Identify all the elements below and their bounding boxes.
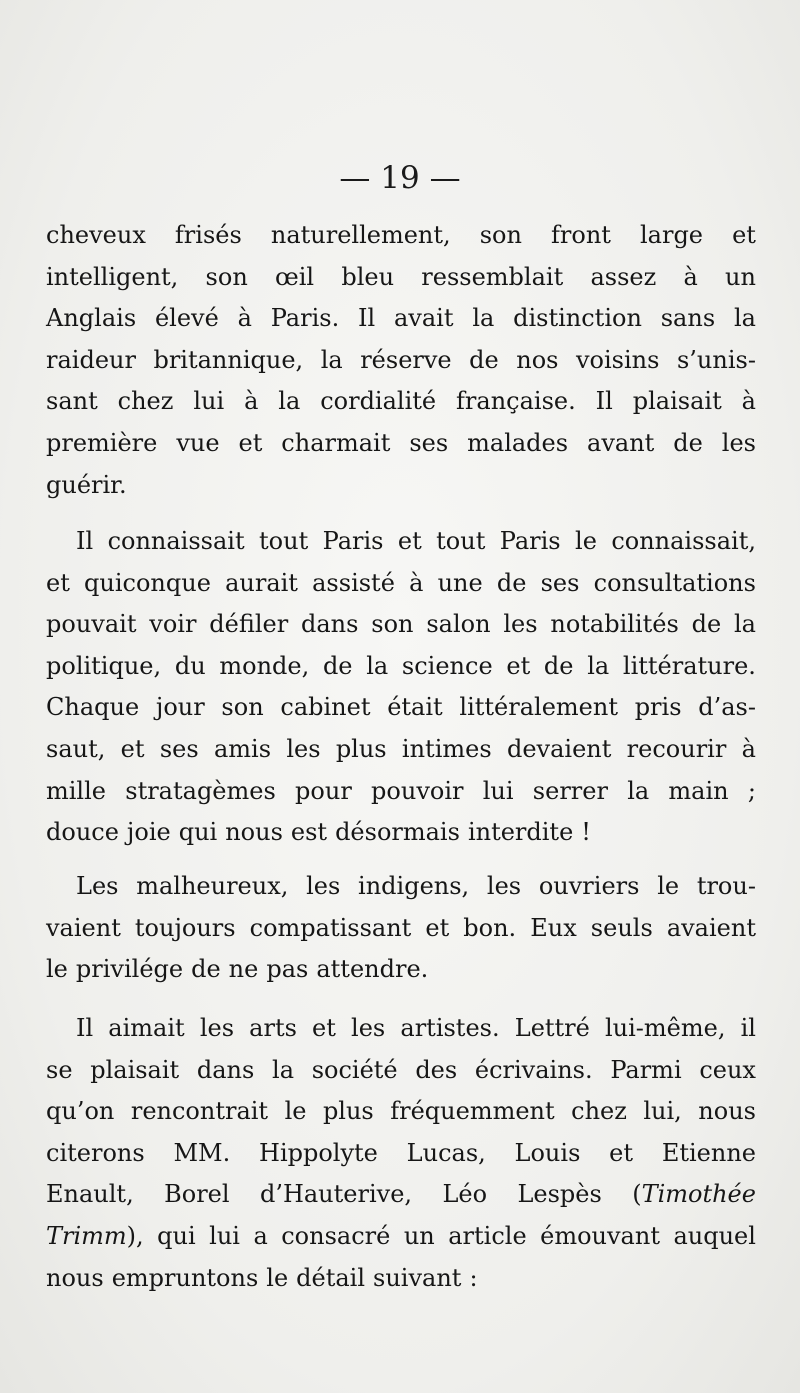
text-line: et quiconque aurait assisté à une de ses consultations	[46, 568, 756, 597]
text-line: douce joie qui nous est désormais interdite !	[46, 818, 591, 847]
text-line: pouvait voir défiler dans son salon les notabilités de la	[46, 610, 756, 639]
text-line: Anglais élevé à Paris. Il avait la distinction sans la	[46, 304, 756, 333]
text-line: raideur britannique, la réserve de nos voisins s’unis-	[46, 345, 756, 374]
text-line: Chaque jour son cabinet était littéralement pris d’as-	[46, 693, 756, 722]
text-line: nous empruntons le détail suivant :	[46, 1263, 478, 1292]
text-line: Enault, Borel d’Hauterive, Léo Lespès (Timothée	[46, 1180, 756, 1209]
text-line: qu’on rencontrait le plus fréquemment chez lui, nous	[46, 1097, 756, 1126]
text-line: mille stratagèmes pour pouvoir lui serrer la main ;	[46, 776, 756, 805]
paragraph-3	[46, 866, 756, 991]
text-line: sant chez lui à la cordialité française. Il plaisait à	[46, 387, 756, 416]
paragraph-2	[46, 521, 756, 854]
text-line: Il aimait les arts et les artistes. Lettré lui-même, il	[76, 1014, 756, 1042]
paragraph-1	[46, 215, 756, 506]
text-line: citerons MM. Hippolyte Lucas, Louis et Etienne	[46, 1138, 756, 1167]
text-line: Les malheureux, les indigens, les ouvriers le trou-	[76, 872, 756, 900]
paragraph-4	[46, 1008, 756, 1299]
text-line: vaient toujours compatissant et bon. Eux seuls avaient	[46, 913, 756, 942]
text-line: le privilége de ne pas attendre.	[46, 955, 429, 984]
text-line: se plaisait dans la société des écrivains. Parmi ceux	[46, 1055, 756, 1084]
text-line: saut, et ses amis les plus intimes devaient recourir à	[46, 734, 756, 763]
text-line: Il connaissait tout Paris et tout Paris le connaissait,	[76, 527, 756, 555]
text-line: politique, du monde, de la science et de la littérature.	[46, 651, 756, 680]
page-number: — 19 —	[339, 160, 461, 196]
text-line: cheveux frisés naturellement, son front large et	[46, 221, 756, 249]
text-line: intelligent, son œil bleu ressemblait assez à un	[46, 262, 756, 291]
text-line: première vue et charmait ses malades avant de les	[46, 428, 756, 457]
text-line: Trimm), qui lui a consacré un article émouvant auquel	[46, 1221, 756, 1250]
text-line: guérir.	[46, 470, 127, 499]
